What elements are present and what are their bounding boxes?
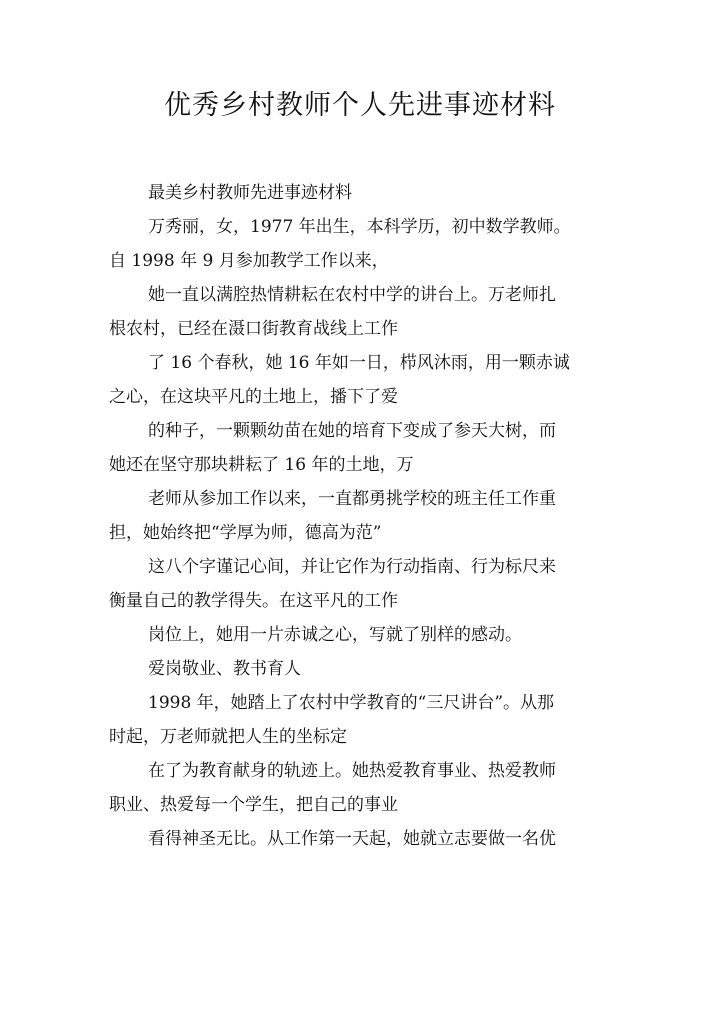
paragraph	[109, 652, 609, 686]
text-line: 时起，万老师就把人生的坐标定	[109, 727, 347, 747]
text-line: 担，她始终把“学厚为师，德高为范”	[109, 523, 382, 543]
paragraph	[109, 210, 609, 278]
text-line: 职业、热爱每一个学生，把自己的事业	[109, 795, 398, 815]
text-line: 看得神圣无比。从工作第一天起，她就立志要做一名优	[148, 829, 556, 849]
paragraph	[109, 278, 609, 346]
text-line: 万秀丽，女，1977 年出生，本科学历，初中数学教师。	[148, 217, 571, 237]
text-line: 1998 年，她踏上了农村中学教育的“三尺讲台”。从那	[148, 693, 555, 713]
document-body	[109, 176, 609, 856]
text-line: 老师从参加工作以来，一直都勇挑学校的班主任工作重	[148, 489, 556, 509]
text-line: 衡量自己的教学得失。在这平凡的工作	[109, 591, 398, 611]
paragraph	[109, 176, 609, 210]
text-line: 爱岗敬业、教书育人	[148, 659, 301, 679]
text-line: 自 1998 年 9 月参加教学工作以来，	[109, 251, 389, 271]
text-line: 了 16 个春秋，她 16 年如一日，栉风沐雨，用一颗赤诚	[148, 353, 570, 373]
paragraph	[109, 414, 609, 482]
text-line: 岗位上，她用一片赤诚之心，写就了别样的感动。	[148, 625, 522, 645]
paragraph	[109, 686, 609, 754]
text-line: 在了为教育献身的轨迹上。她热爱教育事业、热爱教师	[148, 761, 556, 781]
text-line: 她还在坚守那块耕耘了 16 年的土地，万	[109, 455, 414, 475]
text-line: 最美乡村教师先进事迹材料	[148, 183, 352, 203]
paragraph	[109, 754, 609, 822]
text-line: 根农村，已经在滠口街教育战线上工作	[109, 319, 398, 339]
paragraph	[109, 346, 609, 414]
paragraph	[109, 550, 609, 618]
text-line: 这八个字谨记心间，并让它作为行动指南、行为标尺来	[148, 557, 556, 577]
paragraph	[109, 822, 609, 856]
paragraph	[109, 482, 609, 550]
paragraph	[109, 618, 609, 652]
document-title: 优秀乡村教师个人先进事迹材料	[164, 90, 556, 121]
text-line: 的种子，一颗颗幼苗在她的培育下变成了参天大树，而	[148, 421, 556, 441]
text-line: 她一直以满腔热情耕耘在农村中学的讲台上。万老师扎	[148, 285, 556, 305]
text-line: 之心，在这块平凡的土地上，播下了爱	[109, 387, 398, 407]
